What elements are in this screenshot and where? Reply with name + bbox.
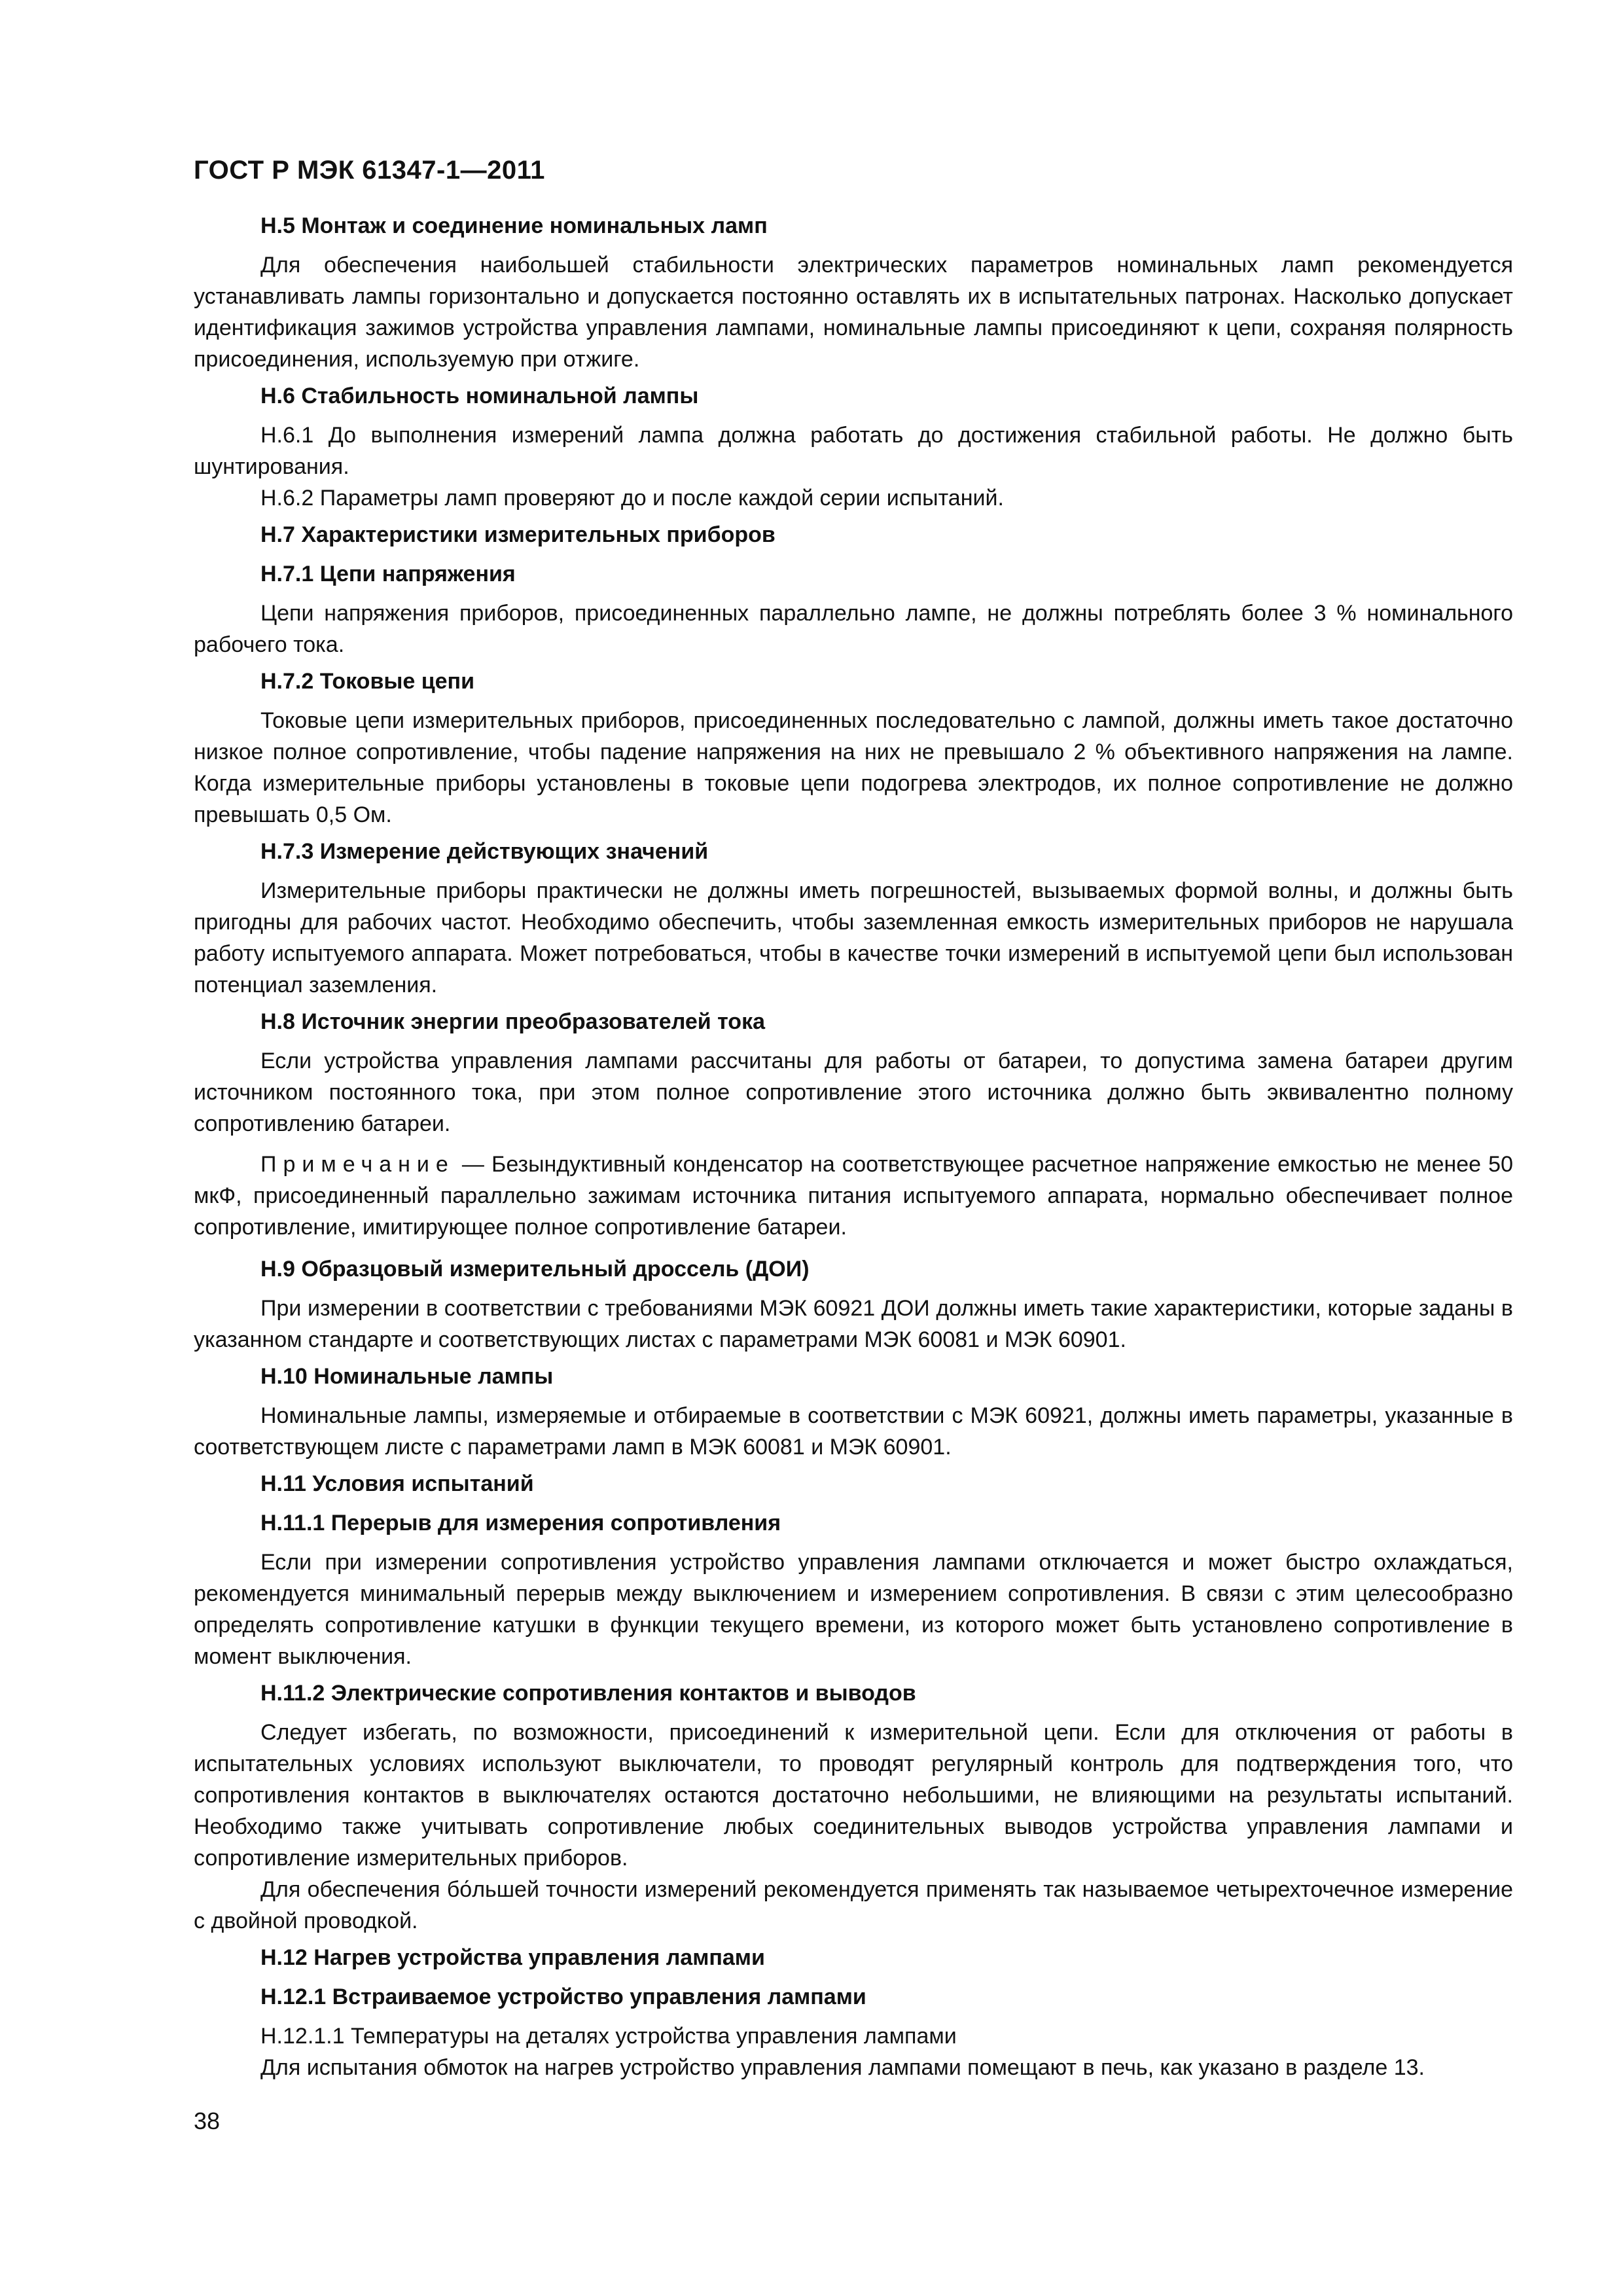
section-h12-title: Н.12 Нагрев устройства управления лампами [260,1945,765,1970]
section-h7-title: Н.7 Характеристики измерительных приборов [260,522,776,547]
section-h12-1-paragraph: Для испытания обмоток на нагрев устройство управления лампами помещают в печь, как указано в разделе 13. [260,2055,1425,2080]
section-h8-title: Н.8 Источник энергии преобразователей тока [260,1009,765,1034]
section-h7-3-title: Н.7.3 Измерение действующих значений [260,839,709,864]
section-h5-title: Н.5 Монтаж и соединение номинальных ламп [260,213,768,238]
note-text: — Безындуктивный конденсатор на соответствующее расчетное напряжение емкостью не менее 50 мкФ, присоединенный параллельно зажимам источника питания испытуемого аппарата, нормально обеспечивает полное сопротивление, имитирующее полное сопротивление батареи. [194,1152,1513,1240]
section-h12-1-title: Н.12.1 Встраиваемое устройство управления лампами [260,1984,866,2009]
section-h11-2-paragraph-1: Следует избегать, по возможности, присоединений к измерительной цепи. Если для отключения от работы в испытательных условиях используют выключатели, то проводят регулярный контроль для подтверждения того, что сопротивления контактов в выключателях остаются достаточно небольшими, не влияющими на результаты испытаний. Необходимо также учитывать сопротивление любых соединительных выводов устройства управления лампами и сопротивление измерительных приборов. [194,1720,1513,1871]
section-h11-1-paragraph: Если при измерении сопротивления устройство управления лампами отключается и может быстро охлаждаться, рекомендуется минимальный перерыв между выключением и измерением сопротивления. В связи с этим целесообразно определять сопротивление катушки в функции текущего времени, из которого может быть установлено сопротивление в момент выключения. [194,1550,1513,1669]
document-header: ГОСТ Р МЭК 61347-1—2011 [194,156,545,185]
section-h7-1-paragraph: Цепи напряжения приборов, присоединенных параллельно лампе, не должны потреблять более 3 % номинального рабочего тока. [194,601,1513,657]
section-h7-2-title: Н.7.2 Токовые цепи [260,669,474,694]
page-number: 38 [194,2108,221,2134]
document-page [194,156,1513,2083]
section-h8-note [194,1149,1513,1243]
section-h12-1-1-subtitle: Н.12.1.1 Температуры на деталях устройства управления лампами [260,2024,957,2049]
section-h6-title: Н.6 Стабильность номинальной лампы [260,384,699,408]
document-body [194,210,1513,2083]
section-h9-title: Н.9 Образцовый измерительный дроссель (ДОИ) [260,1257,810,1282]
section-h7-2-paragraph: Токовые цепи измерительных приборов, присоединенных последовательно с лампой, должны иметь такое достаточно низкое полное сопротивление, чтобы падение напряжения на них не превышало 2 % объективного напряжения на лампе. Когда измерительные приборы установлены в токовые цепи подогрева электродов, их полное сопротивление не должно превышать 0,5 Ом. [194,708,1513,827]
section-h9-paragraph: При измерении в соответствии с требованиями МЭК 60921 ДОИ должны иметь такие характеристики, которые заданы в указанном стандарте и соответствующих листах с параметрами МЭК 60081 и МЭК 60901. [194,1296,1513,1352]
section-h8-paragraph: Если устройства управления лампами рассчитаны для работы от батареи, то допустима замена батареи другим источником постоянного тока, при этом полное сопротивление этого источника должно быть эквивалентно полному сопротивлению батареи. [194,1049,1513,1136]
note-label: Примечание [260,1152,455,1177]
section-h5-paragraph: Для обеспечения наибольшей стабильности электрических параметров номинальных ламп рекомендуется устанавливать лампы горизонтально и допускается постоянно оставлять их в испытательных патронах. Насколько допускает идентификация зажимов устройства управления лампами, номинальные лампы присоединяют к цепи, сохраняя полярность присоединения, используемую при отжиге. [194,253,1513,372]
section-h7-1-title: Н.7.1 Цепи напряжения [260,562,516,586]
section-h10-title: Н.10 Номинальные лампы [260,1364,554,1389]
section-h11-2-title: Н.11.2 Электрические сопротивления контактов и выводов [260,1681,916,1706]
section-h6-2-paragraph: Н.6.2 Параметры ламп проверяют до и после каждой серии испытаний. [260,486,1004,511]
section-h11-title: Н.11 Условия испытаний [260,1471,534,1496]
section-h7-3-paragraph: Измерительные приборы практически не должны иметь погрешностей, вызываемых формой волны, и должны быть пригодны для рабочих частот. Необходимо обеспечить, чтобы заземленная емкость измерительных приборов не нарушала работу испытуемого аппарата. Может потребоваться, чтобы в качестве точки измерений в испытуемой цепи был использован потенциал заземления. [194,878,1513,997]
section-h11-1-title: Н.11.1 Перерыв для измерения сопротивления [260,1511,781,1535]
section-h6-1-paragraph: Н.6.1 До выполнения измерений лампа должна работать до достижения стабильной работы. Не должно быть шунтирования. [194,423,1513,479]
section-h11-2-paragraph-2: Для обеспечения бо́льшей точности измерений рекомендуется применять так называемое четырехточечное измерение с двойной проводкой. [194,1877,1513,1933]
section-h10-paragraph: Номинальные лампы, измеряемые и отбираемые в соответствии с МЭК 60921, должны иметь параметры, указанные в соответствующем листе с параметрами ламп в МЭК 60081 и МЭК 60901. [194,1403,1513,1460]
